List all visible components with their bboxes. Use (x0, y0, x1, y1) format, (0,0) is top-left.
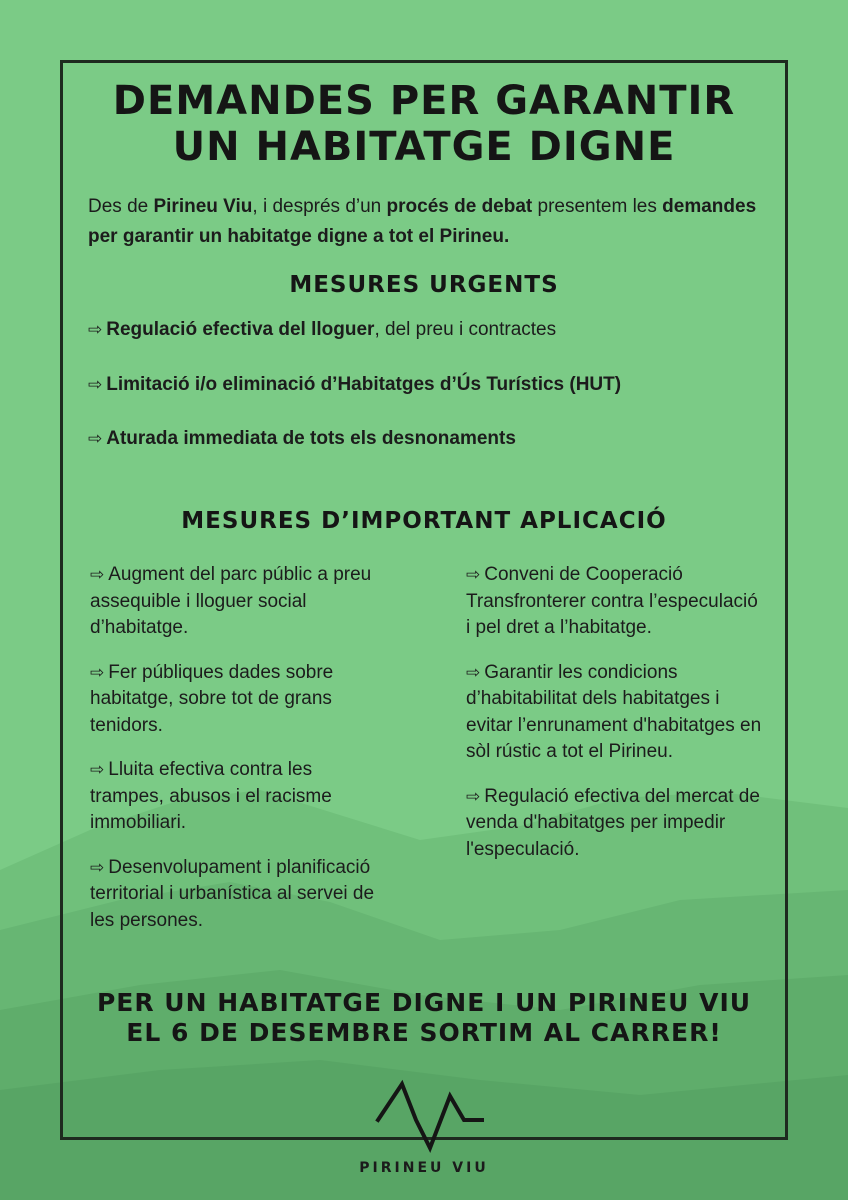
title-line-2: UN HABITATGE DIGNE (172, 124, 676, 170)
intro-text-3: presentem les (532, 196, 663, 217)
list-item (90, 757, 390, 837)
pirineu-viu-logo-icon (372, 1076, 488, 1156)
list-item-text: Regulació efectiva del mercat de venda d'habitatges per impedir l'especulació. (466, 785, 760, 860)
logo-text: PIRINEU VIU (359, 1160, 489, 1176)
arrow-icon: ⇨ (466, 565, 481, 585)
urgent-item (88, 319, 556, 341)
closing-slogan (0, 988, 848, 1048)
list-item (90, 660, 390, 740)
urgent-item-bold: Limitació i/o eliminació d’Habitatges d’Ús Turístics (HUT) (106, 374, 622, 395)
urgent-item (88, 428, 516, 450)
list-item (466, 660, 766, 766)
urgent-item-rest: , del preu i contractes (374, 319, 557, 340)
intro-paragraph (88, 192, 768, 252)
intro-bold-demands: demandes per garantir un habitatge digne a tot el Pirineu. (88, 196, 757, 247)
page-title (0, 78, 848, 170)
list-item-text: Garantir les condicions d’habitabilitat dels habitatges i evitar l’enrunament d'habitatges en sòl rústic a tot el Pirineu. (466, 661, 762, 762)
list-item (90, 562, 390, 642)
arrow-icon: ⇨ (466, 786, 481, 807)
list-item (466, 784, 766, 864)
arrow-icon: ⇨ (88, 429, 103, 449)
intro-bold-org: Pirineu Viu (153, 196, 253, 217)
list-item-text: Lluita efectiva contra les trampes, abusos i el racisme immobiliari. (90, 759, 332, 833)
important-left-column (90, 562, 390, 952)
arrow-icon: ⇨ (88, 320, 103, 340)
list-item-text: Fer públiques dades sobre habitatge, sobre tot de grans tenidors. (90, 661, 334, 736)
arrow-icon: ⇨ (90, 760, 105, 780)
arrow-icon: ⇨ (90, 565, 105, 585)
intro-text-1: Des de (88, 196, 154, 217)
urgent-item-bold: Aturada immediata de tots els desnonaments (106, 428, 516, 449)
arrow-icon: ⇨ (90, 662, 105, 683)
urgent-item-bold: Regulació efectiva del lloguer (106, 319, 375, 340)
list-item-text: Conveni de Cooperació Transfronterer contra l’especulació i pel dret a l’habitatge. (466, 564, 758, 638)
urgent-heading: MESURES URGENTS (289, 272, 559, 298)
list-item-text: Desenvolupament i planificació territorial i urbanística al servei de les persones. (90, 856, 375, 931)
list-item-text: Augment del parc públic a preu assequible i lloguer social d’habitatge. (90, 564, 372, 638)
closing-line-2: EL 6 DE DESEMBRE SORTIM AL CARRER! (126, 1018, 722, 1047)
list-item (466, 562, 766, 642)
arrow-icon: ⇨ (90, 857, 105, 878)
closing-line-1: PER UN HABITATGE DIGNE I UN PIRINEU VIU (96, 988, 752, 1017)
list-item (90, 855, 390, 935)
title-line-1: DEMANDES PER GARANTIR (112, 78, 736, 124)
urgent-item (88, 374, 621, 396)
intro-bold-debate: procés de debat (386, 196, 533, 217)
arrow-icon: ⇨ (88, 375, 103, 395)
intro-text-2: , i després d’un (252, 196, 387, 217)
important-right-column (466, 562, 766, 881)
important-heading: MESURES D’IMPORTANT APLICACIÓ (181, 508, 667, 534)
arrow-icon: ⇨ (466, 662, 481, 683)
